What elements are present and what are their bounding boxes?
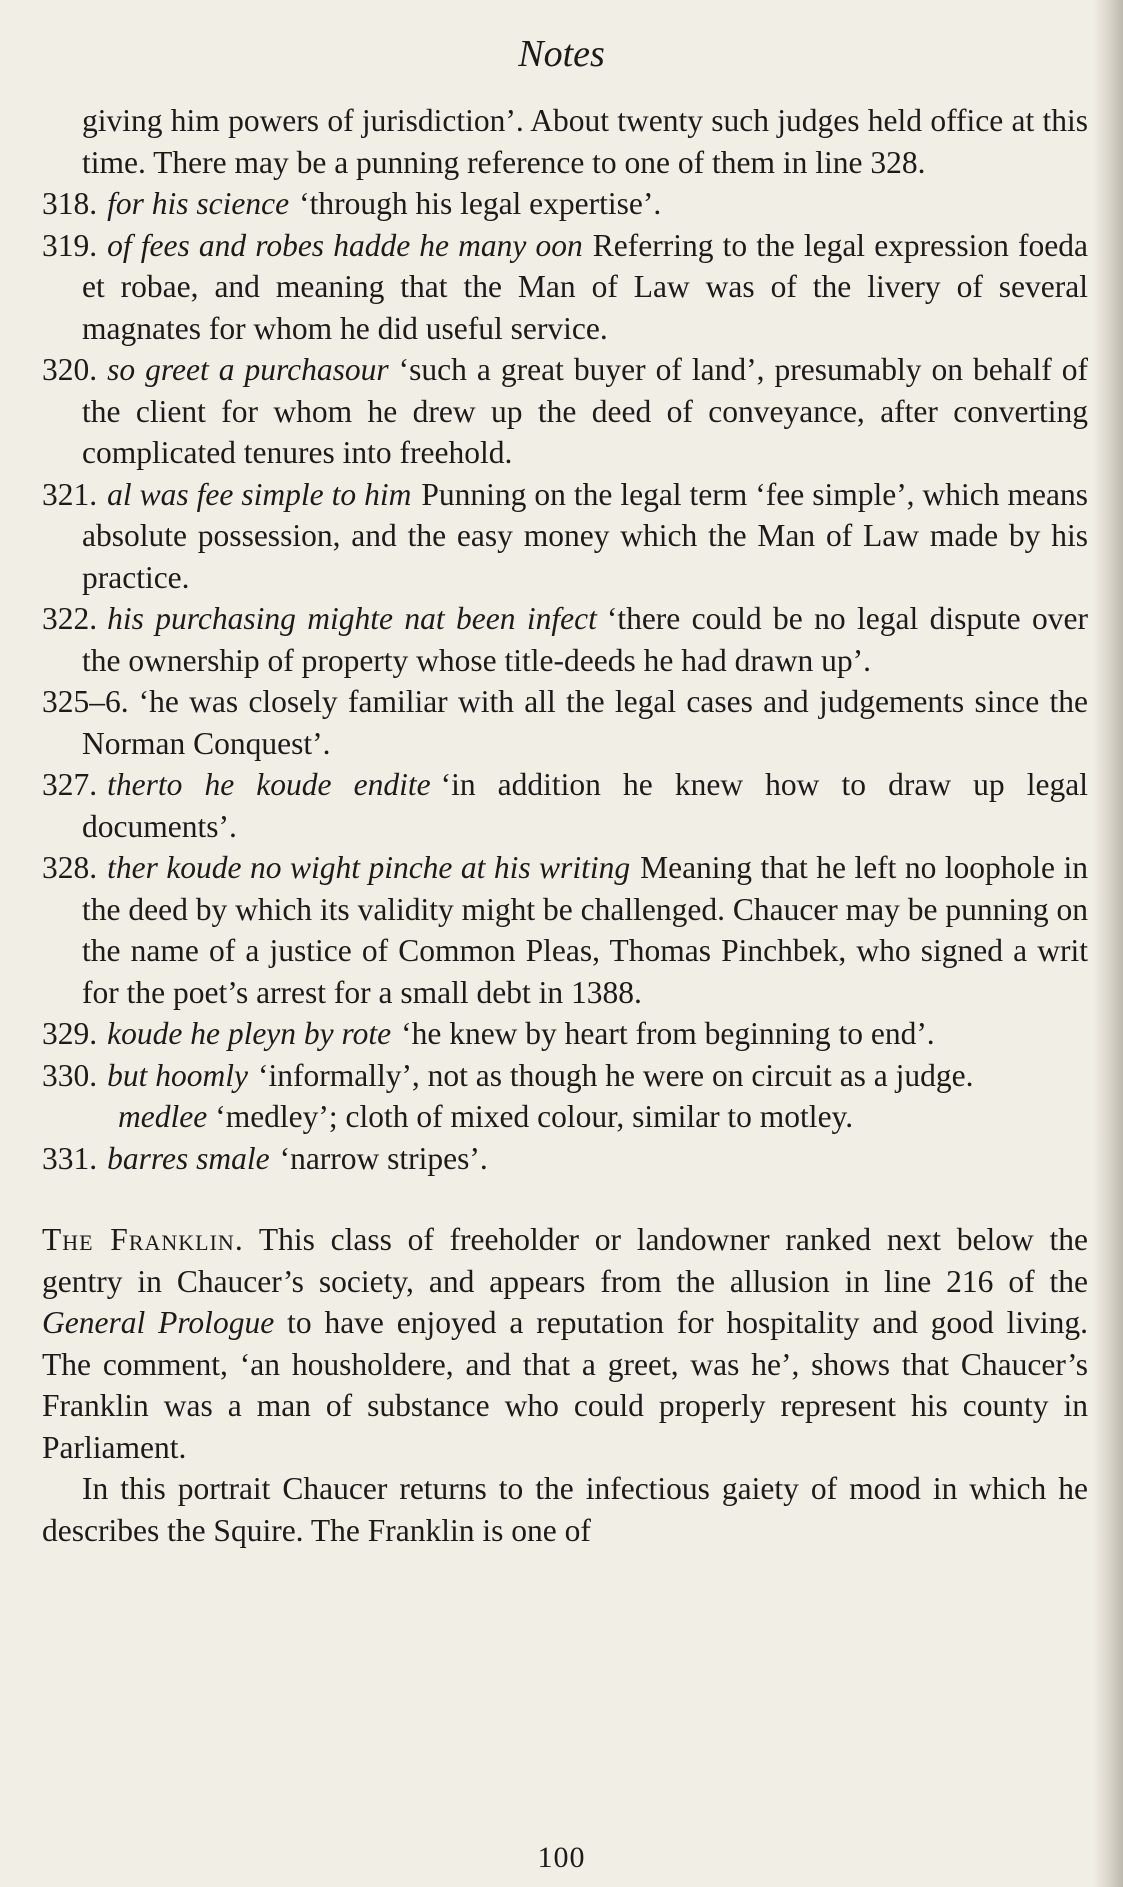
- note-gloss: Referring to the legal expression foeda et robae, and meaning that the Man of Law was of the livery of several magnates for whom he did useful service.: [82, 227, 1088, 346]
- note-319: [42, 225, 1088, 350]
- franklin-paragraph-2: [42, 1468, 1088, 1551]
- franklin-text-b: to have enjoyed a reputation for hospitality and good living. The comment, ‘an housholdere, and that a greet, was he’, shows that Chaucer’s Franklin was a man of substance who could properly represent his county in Parliament.: [42, 1305, 1088, 1465]
- note-number: 325–6.: [42, 684, 129, 719]
- note-gloss: ‘narrow stripes’.: [279, 1140, 488, 1176]
- note-gloss: ‘he was closely familiar with all the legal cases and judgements since the Norman Conquest’.: [82, 684, 1088, 761]
- note-gloss: ‘informally’, not as though he were on circuit as a judge.: [257, 1057, 974, 1093]
- note-lemma: therto he koude endite: [107, 767, 431, 802]
- note-329: [42, 1013, 1088, 1055]
- page-number: 100: [537, 1841, 586, 1874]
- note-continued: [42, 100, 1088, 183]
- note-330: [42, 1055, 1088, 1097]
- note-gloss: ‘medley’; cloth of mixed colour, similar to motley.: [215, 1099, 854, 1134]
- note-number: 320.: [42, 352, 98, 387]
- note-number: 327.: [42, 767, 98, 802]
- page-body: [42, 100, 1088, 1551]
- note-lemma: ther koude no wight pinche at his writing: [107, 850, 631, 885]
- franklin-section: [42, 1219, 1088, 1551]
- note-325-6: [42, 681, 1088, 764]
- note-number: 331.: [42, 1140, 98, 1176]
- note-number: 329.: [42, 1016, 98, 1051]
- section-heading: The Franklin.: [42, 1222, 244, 1257]
- note-gloss: ‘in addition he knew how to draw up legal documents’.: [82, 767, 1088, 844]
- franklin-text-2: In this portrait Chaucer returns to the infectious gaiety of mood in which he describes the Squire. The Franklin is one of: [42, 1471, 1088, 1548]
- note-lemma: of fees and robes hadde he many oon: [107, 227, 583, 263]
- note-lemma: barres smale: [107, 1140, 270, 1176]
- note-318: [42, 183, 1088, 225]
- note-lemma: medlee: [118, 1099, 208, 1134]
- franklin-paragraph-1: [42, 1219, 1088, 1468]
- note-lemma: but hoomly: [107, 1057, 248, 1093]
- note-331: [42, 1138, 1088, 1180]
- note-gloss: ‘such a great buyer of land’, presumably on behalf of the client for whom he drew up the deed of conveyance, after converting complicated tenures into freehold.: [82, 352, 1088, 470]
- note-lemma: his purchasing mighte nat been infect: [107, 601, 597, 636]
- note-330-medlee: [42, 1096, 1088, 1138]
- note-number: 330.: [42, 1057, 98, 1093]
- note-gloss: ‘he knew by heart from beginning to end’.: [401, 1016, 935, 1051]
- note-continued-text: giving him powers of jurisdiction’. About twenty such judges held office at this time. There may be a punning reference to one of them in line 328.: [82, 103, 1088, 180]
- note-number: 322.: [42, 601, 98, 636]
- franklin-text-a: This class of freeholder or landowner ranked next below the gentry in Chaucer’s society, and appears from the allusion in line 216 of the: [42, 1222, 1089, 1299]
- running-head: Notes: [518, 33, 605, 75]
- page-edge-shadow: [1093, 0, 1123, 1887]
- note-gloss: ‘there could be no legal dispute over the ownership of property whose title-deeds he had drawn up’.: [82, 601, 1088, 678]
- note-gloss: Meaning that he left no loophole in the deed by which its validity might be challenged. Chaucer may be punning on the name of a justice of Common Pleas, Thomas Pinchbek, who signed a writ for the poet’s arrest for a small debt in 1388.: [82, 850, 1089, 1010]
- note-lemma: so greet a purchasour: [107, 352, 389, 387]
- note-327: [42, 764, 1088, 847]
- note-320: [42, 349, 1088, 474]
- note-number: 319.: [42, 227, 98, 263]
- note-322: [42, 598, 1088, 681]
- note-328: [42, 847, 1088, 1013]
- note-gloss: Punning on the legal term ‘fee simple’, which means absolute possession, and the easy money which the Man of Law made by his practice.: [82, 476, 1089, 595]
- note-lemma: koude he pleyn by rote: [107, 1016, 392, 1051]
- note-number: 328.: [42, 850, 98, 885]
- note-lemma: al was fee simple to him: [107, 476, 412, 512]
- work-title: General Prologue: [42, 1305, 275, 1340]
- note-321: [42, 474, 1088, 599]
- note-number: 321.: [42, 476, 98, 512]
- note-number: 318.: [42, 186, 98, 221]
- note-lemma: for his science: [107, 186, 290, 221]
- note-gloss: ‘through his legal expertise’.: [299, 186, 662, 221]
